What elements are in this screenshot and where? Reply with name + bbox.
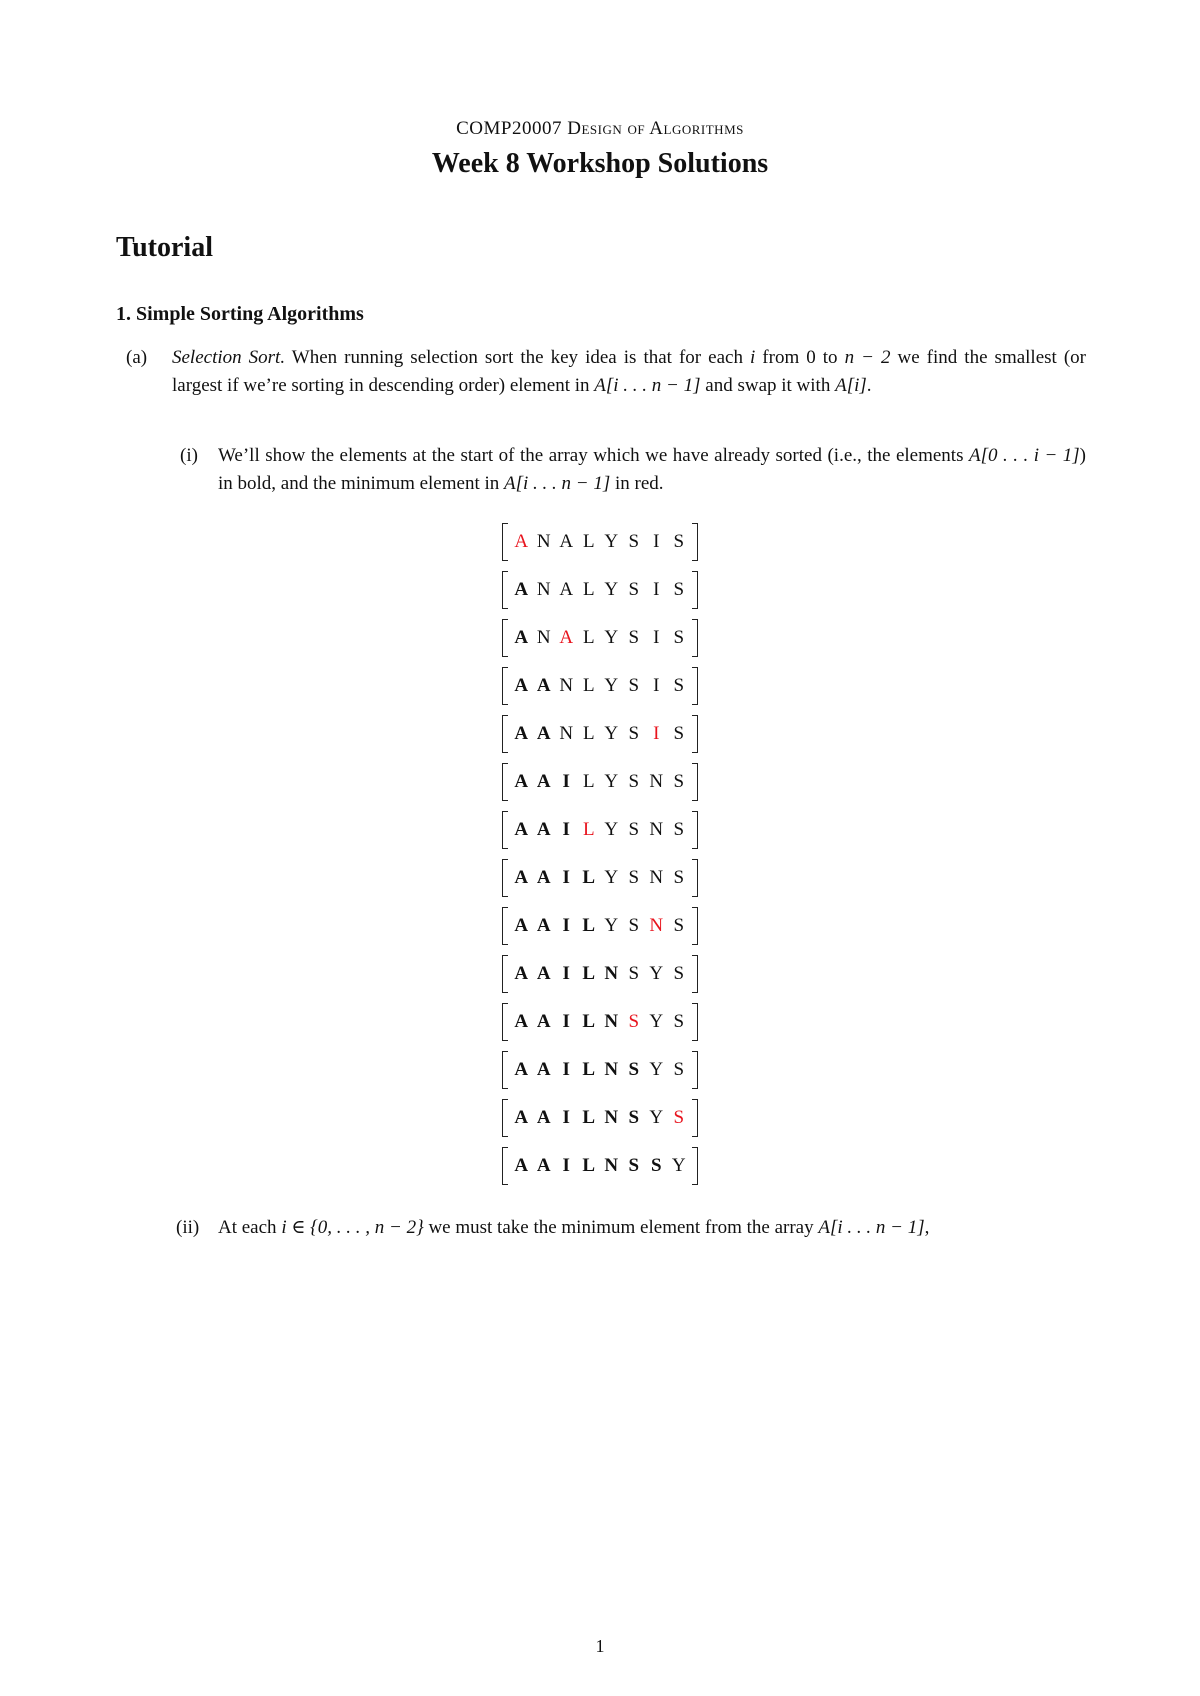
part-a-paragraph	[126, 344, 1086, 399]
array-cell: S	[628, 723, 640, 744]
array-cell: S	[650, 1155, 662, 1176]
part-i-paragraph	[180, 442, 1086, 497]
array-cell: A	[559, 579, 574, 600]
array-cell: L	[582, 1155, 596, 1176]
array-bracket	[502, 811, 698, 849]
array-cell: L	[582, 675, 595, 696]
array-cell: I	[653, 531, 660, 552]
array-cell: S	[673, 915, 685, 936]
array-cell: N	[559, 723, 574, 744]
array-state-row	[0, 1046, 1200, 1094]
part-i-text: ) in bold, and the minimum element in	[218, 445, 1086, 494]
array-cell: A	[536, 963, 551, 984]
question-heading: 1. Simple Sorting Algorithms	[116, 303, 364, 325]
array-cell: S	[628, 1107, 640, 1128]
array-cell: S	[628, 771, 640, 792]
array-cell: L	[582, 963, 596, 984]
array-cell: S	[673, 675, 685, 696]
array-cell: A	[514, 963, 529, 984]
array-cell: Y	[604, 915, 619, 936]
array-cell: L	[582, 723, 595, 744]
array-state-row	[0, 998, 1200, 1046]
array-cell: I	[562, 819, 570, 840]
array-state-row	[0, 1094, 1200, 1142]
array-cell: S	[673, 1011, 685, 1032]
math-expr: A[i . . . n − 1]	[504, 472, 611, 494]
array-cell: S	[673, 1059, 685, 1080]
array-cell: A	[514, 867, 529, 888]
array-cell: Y	[649, 1011, 664, 1032]
array-state-row	[0, 614, 1200, 662]
array-bracket	[502, 571, 698, 609]
array-cell: L	[582, 771, 595, 792]
array-cell: S	[628, 963, 640, 984]
math-expr: A[i . . . n − 1]	[594, 374, 701, 396]
array-cell: I	[562, 1107, 570, 1128]
array-cell: S	[673, 867, 685, 888]
array-state-row	[0, 662, 1200, 710]
part-a-text: and swap it with	[700, 374, 836, 396]
part-a-text: .	[866, 374, 872, 396]
array-cell: S	[673, 819, 685, 840]
array-bracket	[502, 907, 698, 945]
array-cell: A	[559, 627, 574, 648]
math-expr: A[0 . . . i − 1]	[968, 445, 1080, 466]
array-cell: A	[514, 675, 529, 696]
math-expr: n − 2	[844, 347, 891, 368]
array-cell: L	[582, 1107, 596, 1128]
part-i-body	[218, 442, 1086, 497]
array-state-row	[0, 518, 1200, 566]
array-cell: Y	[604, 771, 619, 792]
array-cell: S	[628, 1155, 640, 1176]
part-a-body	[172, 344, 1086, 399]
array-bracket	[502, 715, 698, 753]
array-cell: A	[514, 771, 529, 792]
array-state-row	[0, 710, 1200, 758]
array-cell: N	[536, 627, 551, 648]
course-name: Design of Algorithms	[567, 118, 744, 139]
part-a-text: from 0 to	[755, 347, 845, 368]
array-cell: A	[536, 819, 551, 840]
array-cell: L	[582, 915, 596, 936]
array-cell: A	[536, 1059, 551, 1080]
array-bracket	[502, 619, 698, 657]
array-cell: L	[582, 627, 595, 648]
array-cell: S	[628, 1011, 640, 1032]
array-cell: S	[673, 771, 685, 792]
array-state-row	[0, 950, 1200, 998]
array-cell: A	[514, 819, 529, 840]
array-cell: L	[582, 1059, 596, 1080]
array-bracket	[502, 955, 698, 993]
array-cell: A	[514, 1059, 529, 1080]
array-state-row	[0, 758, 1200, 806]
array-cell: I	[562, 1011, 570, 1032]
array-cell: Y	[604, 675, 619, 696]
math-var: i	[749, 347, 756, 368]
array-cell: S	[628, 867, 640, 888]
course-code: COMP20007	[456, 118, 562, 139]
array-cell: N	[604, 1059, 619, 1080]
array-bracket	[502, 763, 698, 801]
array-bracket	[502, 1003, 698, 1041]
array-cell: S	[673, 723, 685, 744]
array-cell: S	[673, 531, 685, 552]
array-cell: A	[514, 723, 529, 744]
selection-sort-trace	[0, 518, 1200, 1190]
array-cell: Y	[649, 1107, 664, 1128]
part-ii-label: (ii)	[176, 1217, 200, 1238]
array-cell: I	[562, 771, 570, 792]
array-cell: I	[562, 1059, 570, 1080]
array-cell: L	[582, 579, 595, 600]
part-ii-text: we must take the minimum element from the array	[423, 1217, 819, 1238]
array-cell: A	[536, 867, 551, 888]
array-bracket	[502, 1099, 698, 1137]
array-cell: I	[562, 867, 570, 888]
part-a-text: When running selection sort the key idea is that for each	[285, 347, 750, 368]
math-expr: A[i]	[835, 374, 867, 396]
page-number: 1	[595, 1636, 605, 1656]
array-cell: A	[536, 1107, 551, 1128]
array-cell: A	[536, 915, 551, 936]
array-cell: A	[536, 771, 551, 792]
array-cell: Y	[604, 723, 619, 744]
array-cell: I	[653, 723, 660, 744]
array-cell: S	[628, 915, 640, 936]
part-i-text: in red.	[610, 472, 664, 494]
array-cell: I	[562, 1155, 570, 1176]
array-cell: A	[536, 1011, 551, 1032]
array-cell: N	[559, 675, 574, 696]
array-cell: S	[673, 963, 685, 984]
array-bracket	[502, 1051, 698, 1089]
array-cell: A	[536, 1155, 551, 1176]
array-bracket	[502, 523, 698, 561]
array-cell: Y	[649, 963, 664, 984]
array-cell: L	[582, 1011, 596, 1032]
part-ii-paragraph	[176, 1214, 1096, 1242]
part-i-text: We’ll show the elements at the start of the array which we have already sorted (i.e., the elements	[218, 445, 969, 466]
array-cell: N	[604, 963, 619, 984]
part-a-label: (a)	[126, 347, 148, 368]
array-cell: N	[649, 771, 664, 792]
array-cell: N	[604, 1107, 619, 1128]
array-cell: N	[604, 1011, 619, 1032]
array-cell: A	[536, 723, 551, 744]
array-cell: Y	[604, 867, 619, 888]
array-cell: L	[582, 819, 595, 840]
array-cell: S	[628, 675, 640, 696]
array-cell: S	[673, 1107, 685, 1128]
array-cell: A	[536, 675, 551, 696]
array-cell: N	[536, 579, 551, 600]
array-cell: N	[649, 867, 664, 888]
array-cell: I	[653, 675, 660, 696]
part-ii-text: At each	[218, 1217, 282, 1238]
array-cell: N	[536, 531, 551, 552]
section-heading: Tutorial	[116, 232, 213, 263]
array-cell: A	[514, 531, 529, 552]
array-cell: N	[649, 819, 664, 840]
array-bracket	[502, 1147, 698, 1185]
part-a-topic: Selection Sort.	[172, 347, 286, 368]
part-i-label: (i)	[180, 445, 198, 466]
part-ii-text: ,	[924, 1217, 930, 1238]
array-cell: S	[628, 819, 640, 840]
math-expr: A[i . . . n − 1]	[818, 1217, 925, 1238]
array-cell: S	[628, 579, 640, 600]
course-header	[0, 118, 1200, 140]
array-state-row	[0, 566, 1200, 614]
array-cell: A	[559, 531, 574, 552]
document-title: Week 8 Workshop Solutions	[431, 148, 769, 179]
part-a-text: we find the smallest (or largest if we’re sorting in descending order) element in	[172, 347, 1086, 396]
array-cell: L	[582, 531, 595, 552]
array-cell: A	[514, 915, 529, 936]
array-cell: Y	[604, 819, 619, 840]
array-cell: S	[673, 579, 685, 600]
array-state-row	[0, 854, 1200, 902]
array-cell: S	[628, 1059, 640, 1080]
array-cell: Y	[604, 627, 619, 648]
array-cell: A	[514, 1011, 529, 1032]
array-cell: A	[514, 1155, 529, 1176]
array-state-row	[0, 1142, 1200, 1190]
array-cell: S	[673, 627, 685, 648]
array-cell: S	[628, 627, 640, 648]
array-state-row	[0, 806, 1200, 854]
math-expr: i ∈ {0, . . . , n − 2}	[281, 1217, 424, 1238]
array-cell: A	[514, 1107, 529, 1128]
array-cell: A	[514, 579, 529, 600]
array-cell: Y	[649, 1059, 664, 1080]
array-cell: Y	[604, 531, 619, 552]
array-bracket	[502, 859, 698, 897]
array-cell: I	[653, 627, 660, 648]
array-bracket	[502, 667, 698, 705]
array-cell: Y	[671, 1155, 686, 1176]
array-cell: N	[649, 915, 664, 936]
array-cell: Y	[604, 579, 619, 600]
array-state-row	[0, 902, 1200, 950]
array-cell: I	[562, 963, 570, 984]
array-cell: S	[628, 531, 640, 552]
array-cell: L	[582, 867, 596, 888]
array-cell: A	[514, 627, 529, 648]
array-cell: I	[562, 915, 570, 936]
array-cell: N	[604, 1155, 619, 1176]
part-ii-body	[218, 1214, 1096, 1242]
array-cell: I	[653, 579, 660, 600]
